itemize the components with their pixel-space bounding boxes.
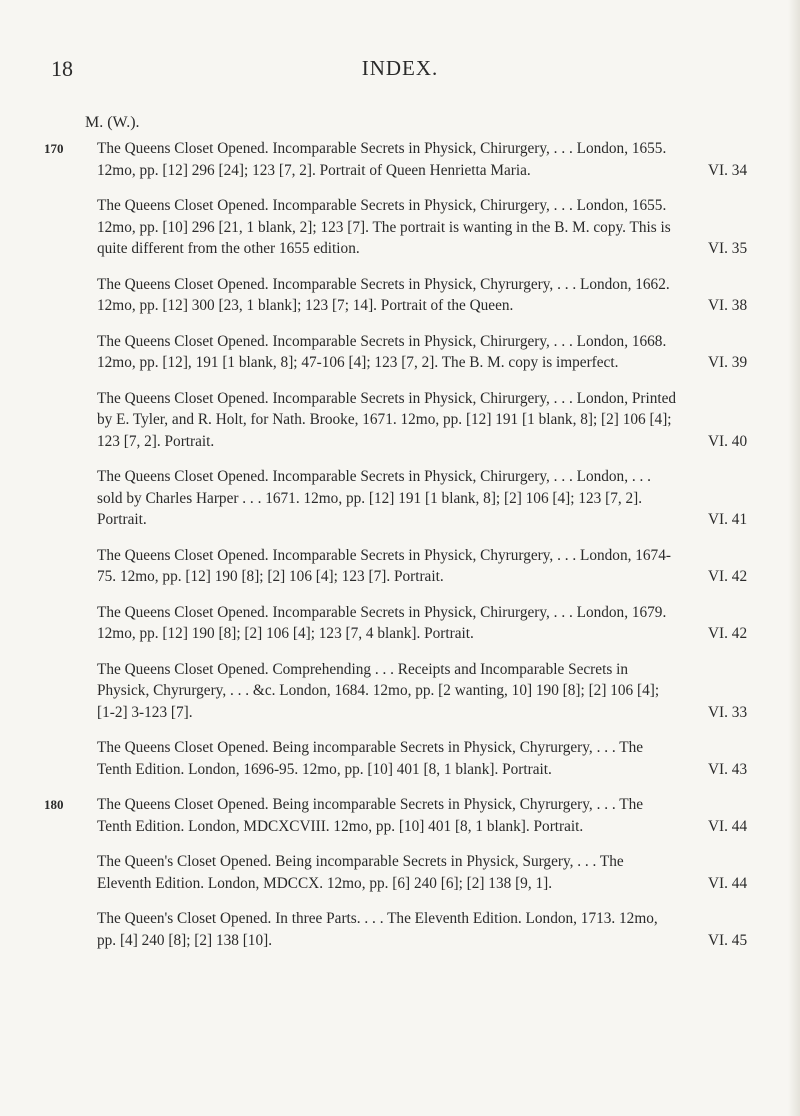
entry-text: The Queens Closet Opened. Incomparable Secrets in Physick, Chyrurgery, . . . London, 1662. 12mo, pp. [12] 300 [23, 1 blank]; 123 [7; 14]. Portrait of the Queen. bbox=[97, 275, 670, 314]
page-number: 18 bbox=[51, 56, 73, 81]
entry-text: The Queens Closet Opened. Incomparable Secrets in Physick, Chirurgery, . . . London, 1655. 12mo, pp. [10] 296 [21, 1 blank, 2]; 123 [7]. The portrait is wanting in the B. M. copy. This is quite different from the other 1655 edition. bbox=[97, 197, 671, 257]
entry-text: The Queens Closet Opened. Incomparable Secrets in Physick, Chirurgery, . . . London, 1668. 12mo, pp. [12], 191 [1 blank, 8]; 47-106 [4]; 123 [7, 2]. The B. M. copy is imperfect. bbox=[97, 332, 667, 371]
volume-reference: VI. 35 bbox=[708, 240, 748, 257]
index-entry bbox=[0, 195, 800, 260]
index-entry bbox=[0, 466, 800, 531]
index-entry bbox=[0, 331, 800, 374]
entry-text: The Queens Closet Opened. Being incomparable Secrets in Physick, Chyrurgery, . . . The Tenth Edition. London, MDCXCVIII. 12mo, pp. [10] 401 [8, 1 blank]. Portrait. bbox=[97, 796, 644, 835]
entry-text: The Queens Closet Opened. Incomparable Secrets in Physick, Chirurgery, . . . London, 1655. 12mo, pp. [12] 296 [24]; 123 [7, 2]. Portrait of Queen Henrietta Maria. bbox=[97, 140, 667, 179]
entry-text: The Queen's Closet Opened. Being incomparable Secrets in Physick, Surgery, . . . The Eleventh Edition. London, MDCCX. 12mo, pp. [6] 240 [6]; [2] 138 [9, 1]. bbox=[97, 853, 624, 892]
volume-reference: VI. 33 bbox=[708, 703, 748, 721]
index-entry bbox=[0, 138, 800, 181]
volume-reference: VI. 38 bbox=[708, 297, 748, 314]
volume-reference: VI. 44 bbox=[708, 874, 748, 892]
entry-number: 180 bbox=[44, 797, 64, 812]
volume-reference: VI. 42 bbox=[708, 625, 748, 642]
volume-reference: VI. 43 bbox=[708, 760, 748, 778]
volume-reference: VI. 42 bbox=[708, 568, 748, 585]
author-heading: M. (W.). bbox=[85, 114, 140, 131]
volume-reference: VI. 34 bbox=[708, 161, 748, 179]
index-entry bbox=[0, 908, 800, 951]
index-entry bbox=[0, 659, 800, 724]
index-entry bbox=[0, 388, 800, 453]
entry-text: The Queens Closet Opened. Incomparable Secrets in Physick, Chirurgery, . . . London, 1679. 12mo, pp. [12] 190 [8]; [2] 106 [4]; 123 [7, 4 blank]. Portrait. bbox=[97, 603, 667, 642]
volume-reference: VI. 41 bbox=[708, 511, 748, 528]
index-entry bbox=[0, 851, 800, 894]
index-entry bbox=[0, 274, 800, 317]
volume-reference: VI. 45 bbox=[708, 931, 748, 949]
entry-text: The Queens Closet Opened. Incomparable Secrets in Physick, Chyrurgery, . . . London, 1674-75. 12mo, pp. [12] 190 [8]; [2] 106 [4]; 123 [7]. Portrait. bbox=[97, 546, 671, 585]
entry-text: The Queen's Closet Opened. In three Parts. . . . The Eleventh Edition. London, 1713. 12mo, pp. [4] 240 [8]; [2] 138 [10]. bbox=[97, 910, 658, 949]
index-entries bbox=[0, 138, 800, 965]
volume-reference: VI. 40 bbox=[708, 432, 748, 450]
page-edge-shadow bbox=[788, 0, 800, 1116]
volume-reference: VI. 44 bbox=[708, 817, 748, 835]
index-entry bbox=[0, 737, 800, 780]
index-entry bbox=[0, 602, 800, 645]
entry-text: The Queens Closet Opened. Being incomparable Secrets in Physick, Chyrurgery, . . . The Tenth Edition. London, 1696-95. 12mo, pp. [10] 401 [8, 1 blank]. Portrait. bbox=[97, 739, 644, 778]
index-entry bbox=[0, 794, 800, 837]
entry-text: The Queens Closet Opened. Incomparable Secrets in Physick, Chirurgery, . . . London, . . . sold by Charles Harper . . . 1671. 12mo, pp. [12] 191 [1 blank, 8]; [2] 106 [4]; 123 [7, 2]. Portrait. bbox=[97, 468, 651, 528]
running-head: INDEX. bbox=[361, 56, 439, 80]
entry-text: The Queens Closet Opened. Comprehending . . . Receipts and Incomparable Secrets in Physick, Chyrurgery, . . . &c. London, 1684. 12mo, pp. [2 wanting, 10] 190 [8]; [2] 106 [4]; [1-2] 3-123 [7]. bbox=[97, 660, 660, 721]
entry-text: The Queens Closet Opened. Incomparable Secrets in Physick, Chirurgery, . . . London, Printed by E. Tyler, and R. Holt, for Nath. Brooke, 1671. 12mo, pp. [12] 191 [1 blank, 8]; [2] 106 [4]; 123 [7, 2]. Portrait. bbox=[97, 389, 677, 450]
entry-number: 170 bbox=[44, 141, 64, 156]
index-entry bbox=[0, 545, 800, 588]
volume-reference: VI. 39 bbox=[708, 354, 748, 371]
